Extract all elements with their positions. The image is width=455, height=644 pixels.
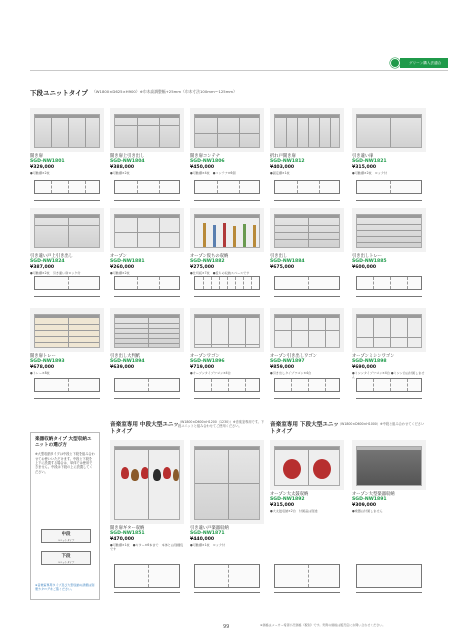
product-code: SGD-NW1891: [352, 497, 387, 503]
product-note: ●オープンタイプワゴン×4台: [190, 370, 231, 375]
product-price: ¥678,000: [30, 365, 55, 370]
product-note: ●引き出しタイプワゴン×4台: [270, 370, 312, 375]
product-name: 引き違い扉: [352, 154, 374, 159]
product-card[interactable]: [190, 308, 264, 375]
product-card[interactable]: [30, 208, 104, 275]
product-photo: [270, 308, 344, 352]
product-price: ¥719,000: [190, 365, 215, 370]
plan-drawing: [190, 272, 264, 302]
product-price: ¥315,000: [270, 503, 295, 508]
product-note: ●仕切板×7枚 ●仮ちの収納スペースです: [190, 270, 250, 275]
product-card[interactable]: [270, 108, 344, 175]
product-note: ●トレー×8枚: [30, 370, 50, 375]
plan-drawing: [270, 272, 344, 302]
mid-section-title: 音楽室専用 中段大型ユニットタイプ: [110, 422, 179, 435]
plan-drawing: [30, 272, 104, 302]
product-photo: [110, 108, 184, 152]
product-code: SGD-NW1806: [190, 159, 225, 165]
product-card[interactable]: [352, 208, 426, 271]
product-card[interactable]: [190, 108, 264, 175]
product-price: ¥387,000: [30, 265, 55, 270]
product-code: SGD-NW1898: [352, 359, 387, 365]
product-card[interactable]: [110, 208, 184, 275]
product-price: ¥675,000: [270, 265, 295, 270]
product-note: ●固定棚×1枚: [270, 170, 290, 175]
product-code: SGD-NW1881: [110, 259, 145, 265]
product-code: SGD-NW1882: [190, 259, 225, 265]
unit-selection-info-box: [30, 432, 100, 600]
product-name: 開き扉: [30, 154, 43, 159]
plan-drawing: [190, 560, 264, 596]
plan-drawing: [352, 176, 426, 206]
product-code: SGD-NW1884: [270, 259, 305, 265]
product-photo: [30, 108, 104, 152]
plan-drawing: [270, 374, 344, 404]
product-name: オープン大太鼓収納: [270, 492, 309, 497]
product-code: SGD-NW1804: [110, 159, 145, 165]
product-name: オープン大型楽器収納: [352, 492, 395, 497]
product-card[interactable]: [190, 208, 264, 275]
plan-drawing: [352, 374, 426, 404]
green-purchase-label: グリーン購入法適合: [409, 61, 442, 65]
product-photo: [190, 440, 264, 524]
green-mark-icon: [390, 58, 400, 68]
green-purchase-badge: [400, 58, 448, 68]
product-code: SGD-NW1824: [30, 259, 65, 265]
lower-level-sublabel: ユニットタイプ: [57, 561, 75, 564]
product-code: SGD-NW1893: [30, 359, 65, 365]
product-price: ¥403,000: [270, 165, 295, 170]
plan-drawing: [190, 176, 264, 206]
product-photo: [110, 308, 184, 352]
plan-drawing: [30, 176, 104, 206]
product-note: ●楽器は付属しません: [352, 508, 383, 513]
section-note: （W1800×D625×H900）※巾木高調整幅+25mm（巾木寸法100mm〜125mm）: [92, 89, 237, 94]
plan-drawing: [30, 374, 104, 404]
low-section-note: （W1800×D600×H1000）※中段と組み合わせてください: [338, 422, 425, 426]
product-name: オープン引き出しワゴン: [270, 354, 317, 359]
product-photo: [190, 108, 264, 152]
product-code: SGD-NW1896: [190, 359, 225, 365]
product-code: SGD-NW1897: [270, 359, 305, 365]
page-number: 99: [223, 624, 230, 630]
product-photo: [110, 440, 184, 524]
product-name: オープンワゴン: [190, 354, 220, 359]
product-code: SGD-NW1871: [190, 531, 225, 537]
product-card[interactable]: [30, 308, 104, 375]
product-code: SGD-NW1821: [352, 159, 387, 165]
product-name: 引き違い戸上引き出し: [30, 254, 73, 259]
product-price: ¥450,000: [190, 165, 215, 170]
product-note: ●可動棚×1枚 ●ギター×6本まで 本体とは別梱包です: [110, 542, 184, 551]
plan-drawing: [190, 374, 264, 404]
stack-diagram: [41, 521, 91, 577]
product-name: 開き扉上引き出し: [110, 154, 145, 159]
product-name: オープンミシンワゴン: [352, 354, 395, 359]
product-photo: [110, 208, 184, 252]
product-photo: [352, 308, 426, 352]
product-price: ¥470,000: [110, 537, 135, 542]
product-card[interactable]: [190, 440, 264, 547]
product-name: 引き出しトレー: [352, 254, 383, 259]
product-code: SGD-NW1892: [270, 497, 305, 503]
upper-level-sublabel: ユニットタイプ: [57, 539, 75, 542]
product-price: ¥639,000: [110, 365, 135, 370]
product-card[interactable]: [110, 108, 184, 175]
plan-drawing: [352, 272, 426, 302]
product-note: ●ミシンタイプワゴン×4台 ●ミシン台は付属しません: [352, 370, 425, 379]
product-card[interactable]: [30, 108, 104, 175]
low-section-title: 音楽室専用 下段大型ユニットタイプ: [270, 422, 339, 435]
product-note: ●可動棚×1枚 ロック付: [190, 542, 226, 547]
product-note: ●可動棚×2枚: [110, 170, 130, 175]
product-card[interactable]: [352, 108, 426, 175]
product-note: ●可動棚×2枚 ロック付: [352, 170, 388, 175]
product-code: SGD-NW1812: [270, 159, 305, 165]
product-photo: [190, 308, 264, 352]
product-card[interactable]: [352, 440, 426, 513]
product-name: オープン仮ちの収納: [190, 254, 229, 259]
product-price: ¥600,000: [352, 265, 377, 270]
info-box-body: ※大型収納タイプは中段と下段を組み合わせてお使いいただけます。中段と下段を上下に設置する場合は、単体では使用できません。中段は下段の上に設置してください。: [35, 452, 95, 474]
info-box-title: 楽器収納タイプ 大型収納ユニットの選び方: [35, 437, 92, 448]
product-card[interactable]: [110, 308, 184, 371]
product-name: 折れ戸開き扉: [270, 154, 296, 159]
plan-drawing: [110, 176, 184, 206]
product-name: 開き扉トレー: [30, 354, 56, 359]
product-price: ¥260,000: [110, 265, 135, 270]
product-price: ¥859,000: [270, 365, 295, 370]
product-price: ¥309,000: [352, 503, 377, 508]
plan-drawing: [352, 560, 426, 596]
product-photo: [270, 108, 344, 152]
product-photo: [30, 208, 104, 252]
plan-drawing: [270, 560, 344, 596]
product-note: ●可動棚×2枚: [110, 270, 130, 275]
product-price: ¥329,000: [30, 165, 55, 170]
product-name: 引き違い戸楽器収納: [190, 526, 229, 531]
product-price: ¥275,000: [190, 265, 215, 270]
product-note: ●大太鼓収納×2台 付属品は別途: [270, 508, 318, 513]
product-card[interactable]: [270, 208, 344, 271]
product-photo: [270, 208, 344, 252]
product-name: 開き扉コンテナ: [190, 154, 221, 159]
info-box-footer: ※音楽室専用タイプ及び大型収納の詳細は別冊カタログをご覧ください。: [35, 583, 95, 591]
product-note: ●可動棚×4枚 ●コンテナ×6個: [190, 170, 236, 175]
section-title: 下段ユニットタイプ: [30, 89, 88, 97]
product-photo: [30, 308, 104, 352]
product-note: ●可動棚×2枚: [30, 170, 50, 175]
upper-level-label: 中段: [61, 532, 71, 537]
product-name: 開き扉ギター収納: [110, 526, 145, 531]
header-divider: [30, 70, 448, 71]
product-price: ¥690,000: [352, 365, 377, 370]
product-note: ●可動棚×2枚 引き違い扉ロック付: [30, 270, 81, 275]
lower-level-label: 下段: [61, 554, 71, 559]
plan-drawing: [110, 272, 184, 302]
product-card[interactable]: [352, 308, 426, 379]
plan-drawing: [270, 176, 344, 206]
product-code: SGD-NW1851: [110, 531, 145, 537]
product-code: SGD-NW1801: [30, 159, 65, 165]
product-photo: [352, 208, 426, 252]
upper-level-box: [41, 529, 91, 543]
product-name: 引き出し: [270, 254, 288, 259]
mid-section-note: （W1800×D600×H1200（1230））※音楽室専用です。下段ユニットと組み合わせてご使用ください。: [178, 420, 265, 429]
plan-drawing: [110, 374, 184, 404]
lower-level-box: [41, 551, 91, 565]
product-photo: [270, 440, 344, 490]
product-photo: [352, 108, 426, 152]
product-code: SGD-NW1885: [352, 259, 387, 265]
product-card[interactable]: [270, 308, 344, 375]
product-card[interactable]: [270, 440, 344, 513]
product-photo: [190, 208, 264, 252]
product-price: ¥440,000: [190, 537, 215, 542]
product-name: オープン: [110, 254, 127, 259]
product-photo: [352, 440, 426, 490]
product-code: SGD-NW1894: [110, 359, 145, 365]
footer-note: ※価格はメーカー希望小売価格（税別）です。実際の価格は販売店にお問い合わせください。: [260, 623, 386, 627]
product-price: ¥315,000: [352, 165, 377, 170]
product-card[interactable]: [110, 440, 184, 551]
product-price: ¥388,000: [110, 165, 135, 170]
product-name: 引き出し大判紙: [110, 354, 141, 359]
plan-drawing: [110, 560, 184, 596]
